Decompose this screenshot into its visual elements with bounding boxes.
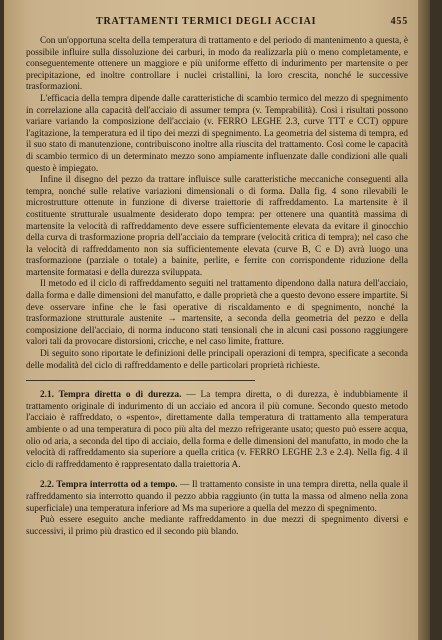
page-edge <box>418 0 430 640</box>
section-divider <box>26 380 255 381</box>
section-2-2 <box>26 480 408 515</box>
page-header-title: TRATTAMENTI TERMICI DEGLI ACCIAI <box>96 16 317 27</box>
page-number: 455 <box>390 16 408 27</box>
paragraph: Può essere eseguito anche mediante raffreddamento in due mezzi di spegnimento diversi e successivi, il primo più drastico ed il secondo più blando. <box>26 515 408 537</box>
paragraph: Con un'opportuna scelta della temperatura di trattamento e del periodo di mantenimento a questa, è possibile influire sulla dissoluzione dei carburi, in modo da realizzarla più o meno completamente, e conseguentemente ottenere un maggiore e più uniforme effetto di indurimento per martensite o per precipitazione, ed inoltre controllare i nuclei cristallini, la loro crescita, nonché le successive trasformazioni. <box>26 36 408 93</box>
paragraph: L'efficacia della tempra dipende dalle caratteristiche di scambio termico del mezzo di spegnimento in correlazione alla capacità dell'acciaio di assumer tempra (v. Temprabilità). Così i risultati possono variare variando la composizione dell'acciaio (v. FERRO LEGHE 2.3, curve TTT e CCT) oppure l'agitazione, la temperatura ed il tipo dei mezzi di spegnimento. La geometria del sistema di tempra, ed il suo stato di manutenzione, contribuiscono inoltre alla riuscita del trattamento. Così come le capacità di scambio termico di un determinato mezzo sono ampiamente influenzate dalle condizioni alle quali questo è impiegato. <box>26 93 408 174</box>
body-text <box>26 36 408 538</box>
paragraph: Infine il disegno del pezzo da trattare influisce sulle caratteristiche meccaniche conseguenti alla tempra, nonché sulle relative variazioni dimensionali o di forma. Dalla fig. 4 sono rilevabili le microstrutture ottenute in funzione di diverse traiettorie di raffreddamento. La martensite è il costituente strutturale usualmente desiderato dopo tempra: per ottenere una quantità massima di martensite la velocità di raffreddamento deve essere sufficientemente elevata da evitare il ginocchio della curva di trasformazione propria dell'acciaio da temprare (velocità critica di tempra); nel caso che la velocità di raffreddamento non sia sufficientemente elevata (curve B, C e D) avrà luogo una trasformazione (parziale o totale) a bainite, perlite, e ferrite con corrispondente riduzione della martensite formatasi e della durezza sviluppata. <box>26 175 408 278</box>
section-2-1 <box>26 390 408 471</box>
paragraph: Il metodo ed il ciclo di raffreddamento seguiti nel trattamento dipendono dalla natura dell'acciaio, dalla forma e dalle dimensioni del manufatto, e dalle proprietà che a questo devono essere impartite. Si deve osservare infine che le fasi operative di riscaldamento e di spegnimento, nonché la trasformazione strutturale austenite → martensite, a seconda della geometria del pezzo e della composizione dell'acciaio, di norma inducono stati tensionali che in alcuni casi possono raggiungere valori tali da provocare distorsioni, cricche, e nel caso limite, fratture. <box>26 279 408 348</box>
running-header <box>96 16 408 27</box>
section-title: 2.1. Tempra diretta o di durezza. <box>40 390 182 401</box>
section-body: — Il trattamento consiste in una tempra diretta, nella quale il raffreddamento sia interrotto quando il pezzo abbia raggiunto (in tutta la massa od almeno nella zona superficiale) una temperatura inferiore ad Ms ma superiore a quella del mezzo di spegnimento. <box>26 480 409 514</box>
section-title: 2.2. Tempra interrotta od a tempo. <box>40 480 178 491</box>
paragraph: Di seguito sono riportate le definizioni delle principali operazioni di tempra, specificate a seconda delle modalità del ciclo di raffreddamento e delle particolari proprietà richieste. <box>26 349 408 371</box>
section-body: — La tempra diretta, o di durezza, è indubbiamente il trattamento originale di indurimento di un acciaio ed ancora il più comune. Secondo questo metodo l'acciaio è raffreddato, o «spento», direttamente dalla temperatura di trattamento alla temperatura ambiente o ad una temperatura di poco più alta del mezzo refrigerante usato; questo può essere acqua, olio od aria, a seconda del tipo di acciaio, della forma e delle dimensioni del manufatto, in modo che la velocità di raffreddamento sia superiore a quella critica (v. FERRO LEGHE 2.3 e 2.4). Nella fig. 4 il ciclo di raffreddamento è rappresentato dalla traiettoria A. <box>26 390 409 470</box>
book-page <box>4 0 430 640</box>
